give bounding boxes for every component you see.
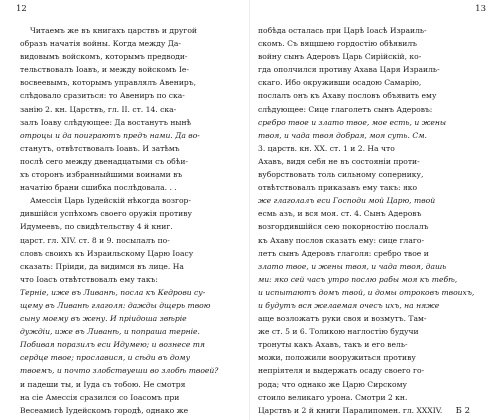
text-line: злато твое, и жены твоя, и чада твоя, дашь <box>258 261 447 271</box>
text-line: непріятеля и выдержать осаду своего го- <box>258 366 425 376</box>
text-line: аще возложатъ руки своя и возмутъ. Там- <box>258 314 427 324</box>
text-line: Весеамисѣ Іудейскомъ городѣ, однако же <box>20 405 189 415</box>
text-line: сребро твое и злато твое, мое есть, и жены <box>258 117 447 127</box>
right-page-number: 13 <box>475 4 486 14</box>
text-line: гда ополчился противу Ахава Царя Израиль- <box>258 65 440 75</box>
text-line: скомъ. Съ вящшею гордостію обѣявилъ <box>258 39 417 49</box>
text-line: твоемъ, и почто злобствуеши во злобѣ твоей? <box>20 366 219 376</box>
text-line: стоило великаго урона. Смотри 2 кн. <box>258 392 408 402</box>
text-line: видовымъ войскомъ, которымъ предводи- <box>20 52 188 62</box>
text-line: рода; что однако же Царю Сирскому <box>258 379 407 389</box>
text-line: щему въ Ливанѣ глаголя: дажды дщерь твою <box>20 300 211 310</box>
left-page-number: 12 <box>16 4 27 14</box>
text-line: возгордившійся сею покорностію послалъ <box>258 222 429 232</box>
text-line: твоя, и чада твоя добрая, моя суть. См. <box>258 130 427 140</box>
text-line: тельствовалъ Іоавъ, и между войскомъ Іе- <box>20 65 189 75</box>
text-line: словъ своихъ къ Израильскому Царю Іоасу <box>20 248 194 258</box>
text-line: побѣда осталась при Царѣ Іоасѣ Израиль- <box>258 26 427 35</box>
text-line: сердце твое; прославися, и сѣди въ дому <box>20 353 190 363</box>
text-line: восвеевымъ, которымъ управлялъ Авениръ, <box>20 78 197 88</box>
text-line: станутъ, отвѣтствовалъ Іоавъ. И затѣмъ <box>20 143 180 153</box>
text-line: хъ сторонъ избранныйшими воинами въ <box>20 170 183 180</box>
text-line: послѣ сего между двенадцатыми съ обѣи- <box>20 156 188 166</box>
text-line: Побивая поразилъ еси Идумею; и вознесе тя <box>20 340 205 350</box>
text-line: сказать: Пріиди, да видимся въ лице. На <box>20 261 184 271</box>
text-line: образъ начатія войны. Когда между Да- <box>20 39 181 49</box>
right-page-text <box>258 24 480 417</box>
text-line: же глаголалъ еси Господи мой Царю, твой <box>258 196 436 206</box>
text-line: къ Ахаву послов сказать ему: сице глаго- <box>258 235 425 245</box>
text-line: дуждіи, иже въ Ливанѣ, и попраша терніе. <box>20 327 200 337</box>
text-line: тронуты какъ Ахавъ, такъ и его вель- <box>258 340 408 350</box>
text-line: залъ Іоаву слѣдующее: Да востанутъ нынѣ <box>20 117 192 127</box>
text-line: есмь азъ, и вся моя. ст. 4. Сынъ Адеровъ <box>258 209 422 219</box>
text-line: Ахавъ, видя себя не въ состояніи проти- <box>258 156 420 166</box>
text-line: слѣдующее: Сице глаголетъ сынъ Адеровъ: <box>258 104 433 114</box>
text-line: отвѣтствовалъ приказавъ ему такъ: яко <box>258 183 418 193</box>
text-line: и будутъ вся желаемая очесъ ихъ, на няже <box>258 300 440 310</box>
text-line: Терніе, иже въ Ливанѣ, посла къ Кедрови су- <box>20 287 206 297</box>
signature-mark: Б 2 <box>455 406 470 416</box>
text-line: вуборствовать толь сильному сопернику, <box>258 170 424 180</box>
right-page <box>250 0 500 420</box>
text-line: сыну моему въ жену. И пріидоша звѣріе <box>20 314 187 324</box>
text-line: Читаемъ же въ книгахъ царствъ и другой <box>30 26 197 35</box>
text-line: же ст. 5 и 6. Толикою наглостію будучи <box>258 327 419 337</box>
text-line: летъ сынъ Адеровъ глаголя: сребро твое и <box>258 248 429 258</box>
text-line: Амессія Царь Іудейскій нѣкогда возгор- <box>30 196 191 206</box>
text-line: дившійся успѣхомъ своего оружія противу <box>20 209 192 219</box>
text-line: Царствъ и 2 й книги Паралипомен. гл. XXXIV. <box>258 405 443 415</box>
text-line: Идумеевъ, по свидѣтельству 4 й книг. <box>20 222 173 232</box>
text-line: и испытаютъ домъ твой, и домы отроковъ твоихъ, <box>258 287 475 297</box>
left-page-text <box>20 24 242 417</box>
text-line: скаго. Ибо окруживши осадою Самарію, <box>258 78 422 88</box>
text-line: можи, положили вооружиться противу <box>258 353 416 363</box>
text-line: отроцы и да поиграютъ предъ нами. Да во- <box>20 130 200 140</box>
text-line: начатію брани сшибка послѣдовала. . . <box>20 183 177 193</box>
text-line: слѣдовало сразиться: то Авениръ по ска- <box>20 91 185 101</box>
text-line: занію 2. кн. Царствъ, гл. II. ст. 14. ска- <box>20 104 177 114</box>
text-line: и падеши ты, и Іуда съ тобою. Не смотря <box>20 379 186 389</box>
text-line: царст. гл. XIV. ст. 8 и 9. посылалъ по- <box>20 235 170 245</box>
text-line: войну сынъ Адеровъ Царь Сирійскій, ко- <box>258 52 422 62</box>
text-line: ми: яко сей часъ утро послю рабы моя къ тебѣ, <box>258 274 458 284</box>
text-line: на сіе Амессія сразился со Іоасомъ при <box>20 392 180 402</box>
text-line: 3. царств. кн. XX. ст. 1 и 2. На что <box>258 143 395 153</box>
text-line: что Іоасъ отвѣтствовалъ ему такъ: <box>20 274 158 284</box>
text-line: послалъ онъ къ Ахаву пословъ объявить ему <box>258 91 437 101</box>
